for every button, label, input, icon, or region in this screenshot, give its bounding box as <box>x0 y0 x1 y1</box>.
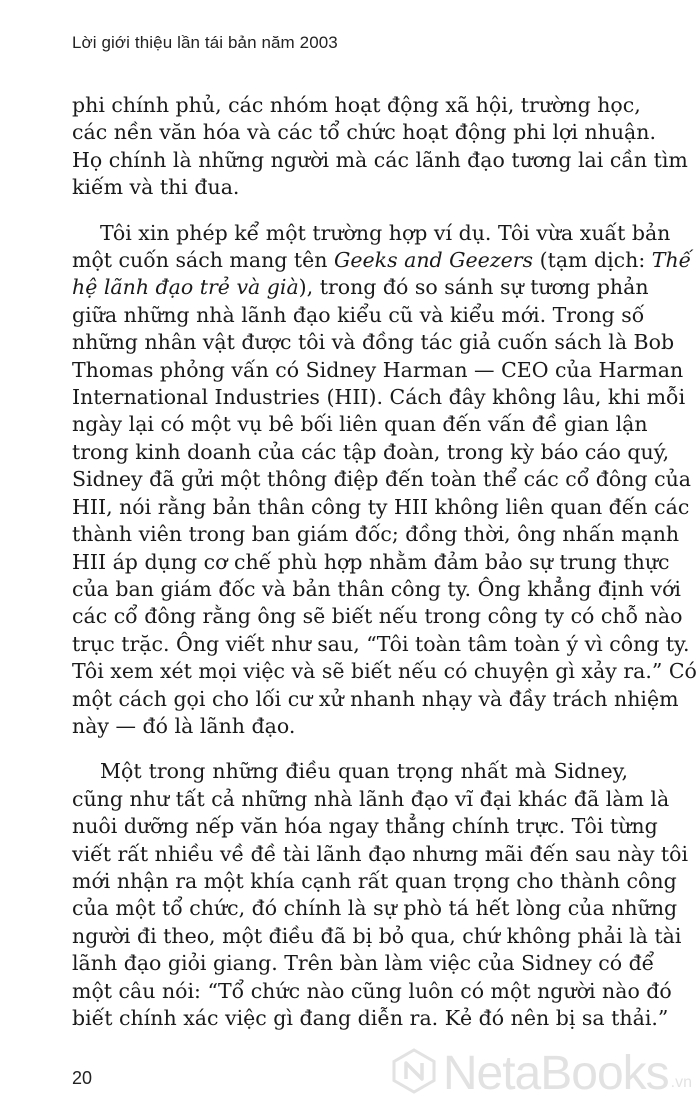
text-line: nuôi dưỡng nếp văn hóa ngay thẳng chính trực. Tôi từng <box>72 814 658 839</box>
text-line: Một trong những điều quan trọng nhất mà Sidney, <box>100 759 628 784</box>
watermark <box>391 1046 692 1101</box>
page-number: 20 <box>72 1068 93 1088</box>
text-line: thành viên trong ban giám đốc; đồng thời, ông nhấn mạnh <box>72 522 680 547</box>
text-line: Thomas phỏng vấn có Sidney Harman — CEO của Harman <box>72 357 684 382</box>
translated-title-italic: hệ lãnh đạo trẻ và già <box>72 275 299 300</box>
text-line: HII, nói rằng bản thân công ty HII không liên quan đến các <box>72 494 690 519</box>
text-line: những nhân vật được tôi và đồng tác giả cuốn sách là Bob <box>72 330 675 355</box>
text-line: các cổ đông rằng ông sẽ biết nếu trong công ty có chỗ nào <box>72 604 683 629</box>
paragraph-1 <box>72 92 688 202</box>
text-fragment: (tạm dịch: <box>533 248 652 273</box>
watermark-brand: NetaBooks <box>442 1047 669 1100</box>
text-line: này — đó là lãnh đạo. <box>72 713 296 738</box>
text-line: kiếm và thi đua. <box>72 175 240 200</box>
paragraph-3 <box>72 758 689 1032</box>
text-line: Sidney đã gửi một thông điệp đến toàn thể các cổ đông của <box>72 467 692 492</box>
text-line-with-italic-title <box>72 274 649 301</box>
text-line: Tôi xem xét mọi việc và sẽ biết nếu có chuyện gì xảy ra.” Có <box>72 659 697 684</box>
text-fragment: một cuốn sách mang tên <box>72 248 335 273</box>
text-line: một cách gọi cho lối cư xử nhanh nhạy và đầy trách nhiệm <box>72 686 679 711</box>
netabooks-logo-icon <box>391 1048 437 1099</box>
text-line: HII áp dụng cơ chế phù hợp nhằm đảm bảo sự trung thực <box>72 549 670 574</box>
text-line: Tôi xin phép kể một trường hợp ví dụ. Tôi vừa xuất bản <box>100 220 671 245</box>
text-line-with-italic-title <box>72 247 692 274</box>
text-line: Họ chính là những người mà các lãnh đạo tương lai cần tìm <box>72 147 688 172</box>
text-line: của một tổ chức, đó chính là sự phò tá hết lòng của những <box>72 896 678 921</box>
text-line: người đi theo, một điều đã bị bỏ qua, chứ không phải là tài <box>72 923 682 948</box>
text-line: một câu nói: “Tổ chức nào cũng luôn có một người nào đó <box>72 978 672 1003</box>
paragraph-2 <box>72 220 697 741</box>
text-line: ngày lại có một vụ bê bối liên quan đến vấn đề gian lận <box>72 412 648 437</box>
text-line: mới nhận ra một khía cạnh rất quan trọng cho thành công <box>72 868 677 893</box>
text-line: viết rất nhiều về đề tài lãnh đạo nhưng mãi đến sau này tôi <box>72 841 689 866</box>
text-line: giữa những nhà lãnh đạo kiểu cũ và kiểu mới. Trong số <box>72 302 645 327</box>
body-text <box>72 92 697 1050</box>
text-line: biết chính xác việc gì đang diễn ra. Kẻ đó nên bị sa thải.” <box>72 1006 669 1030</box>
text-line: phi chính phủ, các nhóm hoạt động xã hội, trường học, <box>72 93 641 117</box>
running-header: Lời giới thiệu lần tái bản năm 2003 <box>72 33 338 52</box>
book-title-italic: Geeks and Geezers <box>334 248 534 273</box>
text-fragment: ), trong đó so sánh sự tương phản <box>298 275 649 300</box>
text-line: cũng như tất cả những nhà lãnh đạo vĩ đại khác đã làm là <box>72 786 670 811</box>
text-line: lãnh đạo giỏi giang. Trên bàn làm việc của Sidney có để <box>72 951 655 976</box>
watermark-suffix: .vn <box>670 1073 692 1091</box>
text-line: của ban giám đốc và bản thân công ty. Ông khẳng định với <box>72 576 681 601</box>
text-line: trong kinh doanh của các tập đoàn, trong kỳ báo cáo quý, <box>72 439 670 464</box>
translated-title-italic: Thế <box>651 248 692 273</box>
text-line: International Industries (HII). Cách đây không lâu, khi mỗi <box>72 385 686 410</box>
text-line: trục trặc. Ông viết như sau, “Tôi toàn tâm toàn ý vì công ty. <box>72 631 690 656</box>
text-line: các nền văn hóa và các tổ chức hoạt động phi lợi nhuận. <box>72 120 656 145</box>
